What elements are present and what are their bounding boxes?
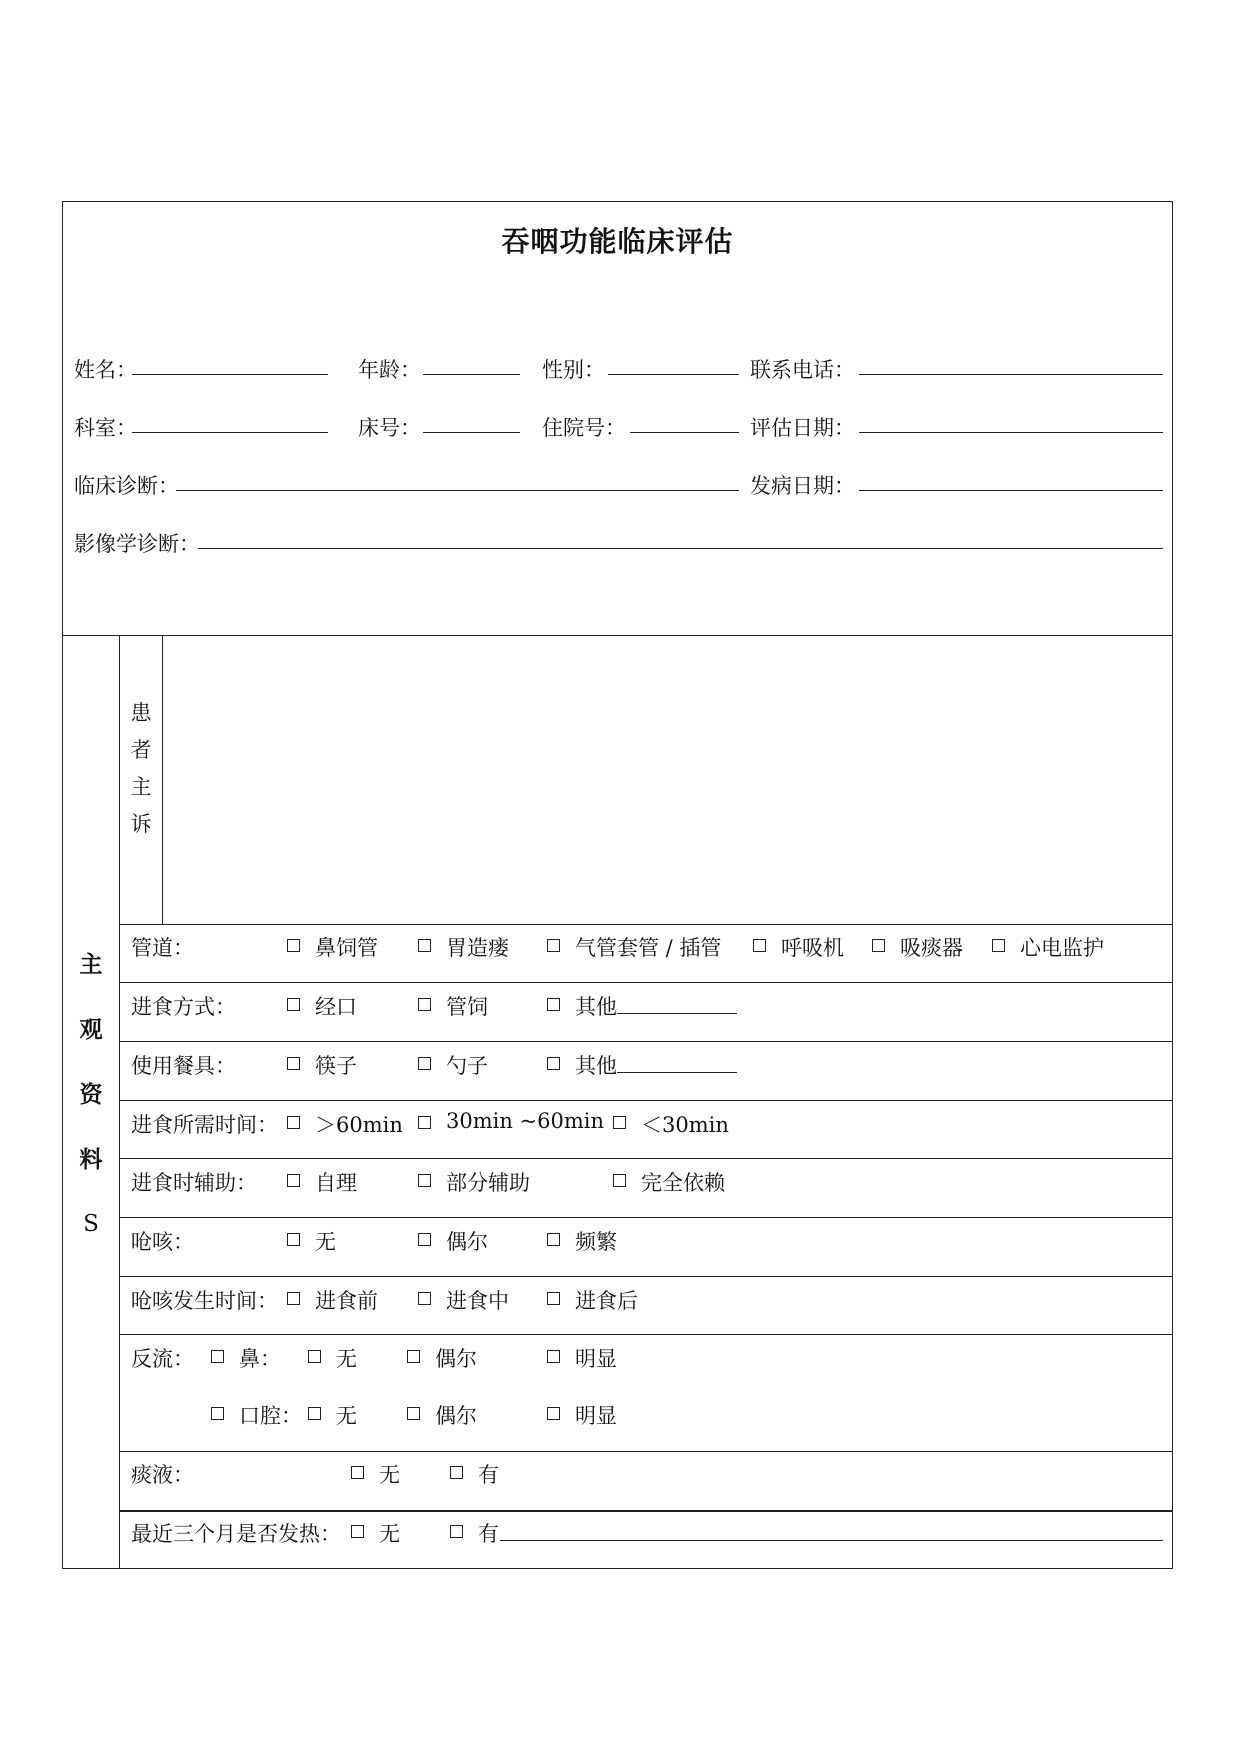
option-label: 偶尔 — [435, 1347, 477, 1371]
fever-yes-checkbox[interactable] — [450, 1525, 463, 1538]
option-label: 进食后 — [575, 1289, 638, 1313]
option-label: ＞60min — [315, 1113, 403, 1137]
reflux-label: 反流： — [131, 1347, 194, 1371]
row-divider — [119, 982, 1173, 983]
reflux-mouth-none-checkbox[interactable] — [308, 1407, 321, 1420]
time-over60-checkbox[interactable] — [287, 1116, 300, 1129]
sex-label: 性别： — [542, 358, 605, 382]
utensil-chopsticks-checkbox[interactable] — [287, 1057, 300, 1070]
time-30to60-checkbox[interactable] — [418, 1116, 431, 1129]
option-label: 心电监护 — [1020, 936, 1104, 960]
bed-field[interactable] — [423, 432, 520, 433]
reflux-nose-none-checkbox[interactable] — [308, 1350, 321, 1363]
reflux-nose-occasional-checkbox[interactable] — [407, 1350, 420, 1363]
option-label: 无 — [379, 1522, 400, 1546]
option-label: 进食前 — [315, 1289, 378, 1313]
eval-date-label: 评估日期： — [750, 416, 855, 440]
row-divider — [119, 1041, 1173, 1042]
option-label: 自理 — [315, 1171, 357, 1195]
reflux-mouth-obvious-checkbox[interactable] — [547, 1407, 560, 1420]
row-divider — [119, 1451, 1173, 1452]
form-title: 吞咽功能临床评估 — [501, 225, 734, 258]
row-divider — [119, 1334, 1173, 1335]
tube-suction-checkbox[interactable] — [872, 939, 885, 952]
age-label: 年龄： — [358, 358, 421, 382]
reflux-nose-obvious-checkbox[interactable] — [547, 1350, 560, 1363]
option-label: 偶尔 — [435, 1404, 477, 1428]
bed-label: 床号： — [358, 416, 421, 440]
option-label: 其他 — [575, 995, 617, 1019]
option-label: 进食中 — [446, 1289, 509, 1313]
eval-date-field[interactable] — [859, 432, 1163, 433]
assist-partial-checkbox[interactable] — [418, 1174, 431, 1187]
time-under30-checkbox[interactable] — [613, 1116, 626, 1129]
tube-label: 管道： — [131, 936, 194, 960]
sex-field[interactable] — [608, 374, 739, 375]
sputum-label: 痰液： — [131, 1463, 194, 1487]
option-label: 经口 — [315, 995, 357, 1019]
feeding-tube-checkbox[interactable] — [418, 998, 431, 1011]
subjective-data-label: 主 观 资 料 S — [79, 951, 103, 1237]
feeding-other-field[interactable] — [617, 1013, 737, 1014]
option-label: 筷子 — [315, 1054, 357, 1078]
time-label: 进食所需时间： — [131, 1113, 278, 1137]
option-label: 气管套管 / 插管 — [575, 936, 722, 960]
option-label: 有 — [478, 1463, 499, 1487]
reflux-mouth-occasional-checkbox[interactable] — [407, 1407, 420, 1420]
feeding-label: 进食方式： — [131, 995, 236, 1019]
feeding-other-checkbox[interactable] — [547, 998, 560, 1011]
option-label: 无 — [315, 1230, 336, 1254]
imaging-label: 影像学诊断： — [74, 532, 200, 556]
complaint-label: 患 者 主 诉 — [130, 701, 152, 836]
cough-occasional-checkbox[interactable] — [418, 1233, 431, 1246]
cough-before-checkbox[interactable] — [287, 1292, 300, 1305]
row-divider — [119, 1217, 1173, 1218]
onset-field[interactable] — [859, 490, 1163, 491]
cough-after-checkbox[interactable] — [547, 1292, 560, 1305]
assist-full-checkbox[interactable] — [613, 1174, 626, 1187]
fever-label: 最近三个月是否发热： — [131, 1522, 341, 1546]
assist-self-checkbox[interactable] — [287, 1174, 300, 1187]
name-field[interactable] — [132, 374, 328, 375]
option-label: 管饲 — [446, 995, 488, 1019]
assist-label: 进食时辅助： — [131, 1171, 257, 1195]
tube-tracheal-checkbox[interactable] — [547, 939, 560, 952]
option-label: 吸痰器 — [900, 936, 963, 960]
complaint-textarea[interactable] — [163, 636, 1173, 924]
option-label: 无 — [379, 1463, 400, 1487]
option-label: 勺子 — [446, 1054, 488, 1078]
option-label: 鼻： — [239, 1347, 281, 1371]
onset-label: 发病日期： — [750, 474, 855, 498]
option-label: ＜30min — [641, 1113, 729, 1137]
assessment-form — [62, 201, 1173, 1569]
reflux-nose-checkbox[interactable] — [211, 1350, 224, 1363]
option-label: 其他 — [575, 1054, 617, 1078]
cough-frequent-checkbox[interactable] — [547, 1233, 560, 1246]
utensil-spoon-checkbox[interactable] — [418, 1057, 431, 1070]
row-divider — [119, 924, 1173, 925]
option-label: 胃造瘘 — [446, 936, 509, 960]
option-label: 鼻饲管 — [315, 936, 378, 960]
option-label: 呼吸机 — [781, 936, 844, 960]
diagnosis-label: 临床诊断： — [74, 474, 179, 498]
sputum-yes-checkbox[interactable] — [450, 1466, 463, 1479]
cough-none-checkbox[interactable] — [287, 1233, 300, 1246]
admission-label: 住院号： — [542, 416, 626, 440]
reflux-mouth-checkbox[interactable] — [211, 1407, 224, 1420]
utensil-other-checkbox[interactable] — [547, 1057, 560, 1070]
option-label: 完全依赖 — [641, 1171, 725, 1195]
option-label: 无 — [336, 1347, 357, 1371]
age-field[interactable] — [423, 374, 520, 375]
row-divider — [119, 1100, 1173, 1101]
option-label: 偶尔 — [446, 1230, 488, 1254]
fever-none-checkbox[interactable] — [351, 1525, 364, 1538]
feeding-oral-checkbox[interactable] — [287, 998, 300, 1011]
option-label: 无 — [336, 1404, 357, 1428]
fever-detail-field[interactable] — [500, 1540, 1163, 1541]
row-divider — [119, 1510, 1173, 1512]
dept-label: 科室： — [74, 416, 137, 440]
option-label: 明显 — [575, 1347, 617, 1371]
diagnosis-field[interactable] — [176, 490, 739, 491]
dept-field[interactable] — [132, 432, 328, 433]
phone-field[interactable] — [859, 374, 1163, 375]
tube-gastrostomy-checkbox[interactable] — [418, 939, 431, 952]
utensil-other-field[interactable] — [617, 1072, 737, 1073]
option-label: 部分辅助 — [446, 1171, 530, 1195]
option-label: 30min ~60min — [446, 1109, 605, 1133]
phone-label: 联系电话： — [750, 358, 855, 382]
sputum-none-checkbox[interactable] — [351, 1466, 364, 1479]
cough-time-label: 呛咳发生时间： — [131, 1289, 278, 1313]
imaging-field[interactable] — [198, 548, 1163, 549]
row-divider — [119, 1276, 1173, 1277]
tube-ventilator-checkbox[interactable] — [753, 939, 766, 952]
admission-field[interactable] — [630, 432, 739, 433]
option-label: 口腔： — [239, 1404, 302, 1428]
side-column-border — [119, 635, 120, 1569]
tube-ecg-checkbox[interactable] — [992, 939, 1005, 952]
row-divider — [119, 1158, 1173, 1159]
option-label: 频繁 — [575, 1230, 617, 1254]
option-label: 有 — [478, 1522, 499, 1546]
name-label: 姓名： — [74, 358, 137, 382]
utensil-label: 使用餐具： — [131, 1054, 236, 1078]
cough-during-checkbox[interactable] — [418, 1292, 431, 1305]
cough-label: 呛咳： — [131, 1230, 194, 1254]
tube-nasogastric-checkbox[interactable] — [287, 939, 300, 952]
option-label: 明显 — [575, 1404, 617, 1428]
